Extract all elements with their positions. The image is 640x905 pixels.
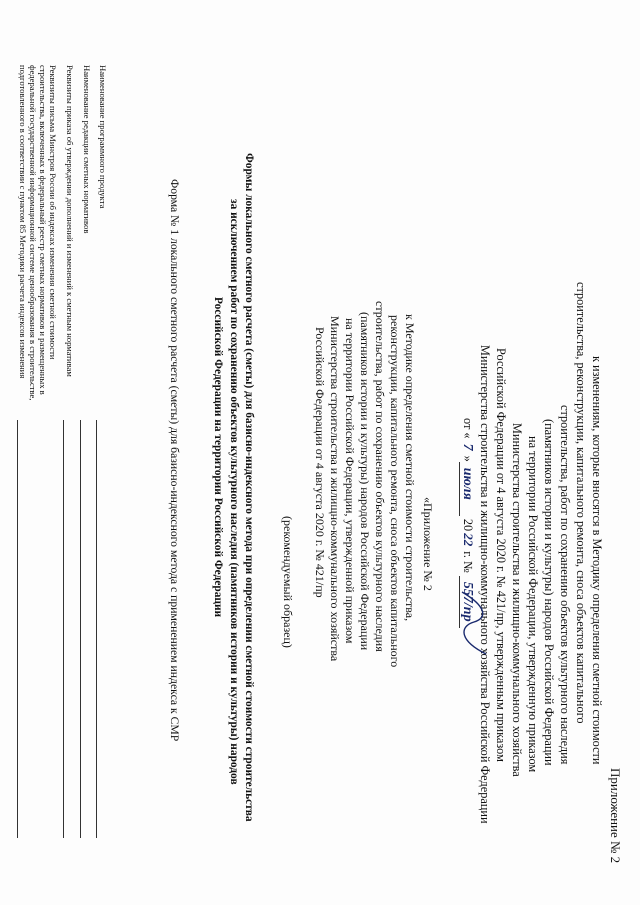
date-year-prefix: 20 (461, 518, 475, 532)
appendix-line: к Методике определения сметной стоимости строительства, (403, 314, 417, 622)
requisite-label: Наименование программного продукта (98, 65, 108, 209)
appendix-line: Министерства строительства и жилищно-коммунального хозяйства (328, 316, 342, 662)
header-line: Российской Федерации от 4 августа 2020 г. № 421/пр, утвержденным приказом (494, 348, 508, 762)
date-day: 7 (460, 443, 475, 451)
appendix-line: на территории Российской Федерации, утвержденной приказом (343, 318, 357, 644)
fill-in-line (17, 420, 18, 838)
date-month: июля (459, 462, 475, 516)
header-line: строительства, работ по сохранению объектов культурного наследия (558, 405, 572, 765)
requisite-label: Реквизиты приказа об утверждении дополнений и изменений к сметным нормативам (65, 65, 75, 377)
order-number: 557/пр (459, 576, 475, 628)
sample-note: (рекомендуемый образец) (281, 516, 295, 648)
appendix-line: строительства, работ по сохранению объектов культурного наследия (373, 301, 387, 652)
header-line: (памятников истории и культуры) народов Российской Федерации (542, 419, 556, 766)
appendix-title: «Приложение № 2 (421, 497, 435, 591)
fill-in-line (63, 420, 64, 838)
fill-in-line (80, 420, 81, 838)
header-line: Министерства строительства и жилищно-коммунального хозяйства (510, 423, 524, 777)
appendix-line: (памятников истории и культуры) народов Российской Федерации (358, 312, 372, 651)
fill-in-line (96, 420, 97, 838)
date-mid: » (461, 455, 475, 462)
forms-title-line3: Российской Федерации на территории Российской Федерации (212, 297, 224, 618)
requisite-label: федеральной государственной информационной системе ценообразования в строительстве, (28, 65, 38, 401)
header-title: Приложение № 2 (608, 768, 623, 864)
requisite-label: Наименование редакции сметных нормативов (82, 65, 92, 234)
handwritten-signature-mark (456, 588, 492, 658)
header-line: на территории Российской Федерации, утвержденную приказом (526, 436, 540, 773)
date-year: 22 (461, 533, 476, 547)
date-prefix: от « (461, 418, 475, 439)
header-line: строительства, реконструкции, капитального ремонта, сноса объектов капитального (574, 282, 588, 724)
header-line: Министерства строительства и жилищно-коммунального хозяйства Российской Федерации (478, 345, 492, 824)
form-title: Форма № 1 локального сметного расчета (сметы) для базисно-индексного метода с применением индекса к СМР (168, 179, 181, 742)
forms-title-line1: Формы локального сметного расчета (сметы) для базисно-индексного метода при определении сметной стоимости строительства (243, 153, 255, 822)
forms-title-line2: за исключением работ по сохранению объектов культурного наследия (памятников истории и культуры) народов (228, 199, 240, 785)
requisite-label: строительства, включенных в федеральный реестр сметных нормативов и размещенных в (38, 65, 48, 395)
requisite-label: подготовленного в соответствии с пунктом 85 Методики расчета индексов изменения (18, 65, 28, 379)
date-year-suffix: г. № (461, 551, 475, 573)
requisite-label: Реквизиты письма Минстроя России об индексах изменения сметной стоимости (48, 65, 58, 360)
appendix-line: реконструкции, капитального ремонта, сноса объектов капитального (388, 315, 402, 668)
appendix-line: Российской Федерации от 4 августа 2020 г. № 421/пр (313, 327, 327, 598)
header-line: к изменениям, которые вносятся в Методику определения сметной стоимости (590, 356, 604, 765)
